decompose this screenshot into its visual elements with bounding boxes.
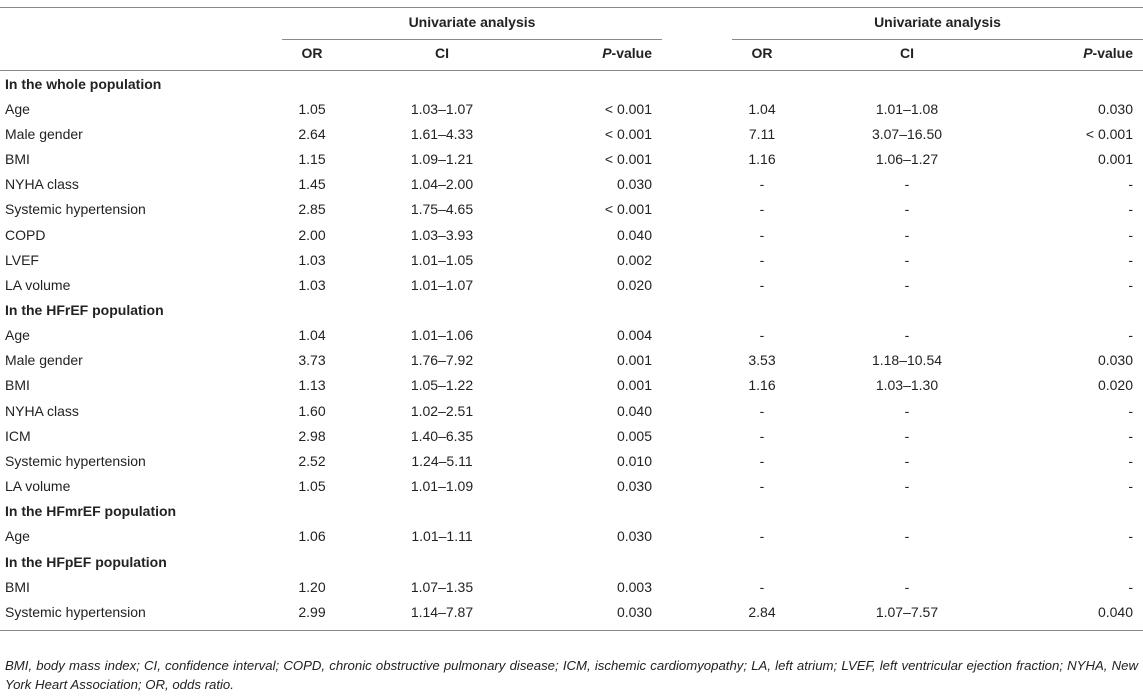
group-header-1: Univariate analysis	[282, 8, 662, 37]
or-value-2: 1.16	[748, 377, 776, 394]
p-value-1: < 0.001	[604, 201, 652, 218]
p-value-1: 0.002	[616, 251, 652, 268]
row-label: LA volume	[5, 276, 71, 293]
p-value-1: 0.040	[616, 402, 652, 419]
or-value-1: 1.05	[298, 478, 326, 495]
or-value-1: 1.15	[298, 150, 326, 167]
row-label: BMI	[5, 578, 30, 595]
table-row	[0, 197, 1143, 222]
ci-value-2: -	[904, 578, 910, 595]
or-value-1: 3.73	[298, 352, 326, 369]
or-value-2: -	[759, 402, 765, 419]
section-title: In the HFrEF population	[5, 302, 164, 318]
p-value-2: 0.020	[1097, 377, 1133, 394]
row-label: BMI	[5, 377, 30, 394]
section-row	[0, 549, 1143, 574]
ci-value-2: -	[904, 276, 910, 293]
or-value-2: 1.16	[748, 150, 776, 167]
p-value-2: -	[1128, 226, 1133, 243]
row-label: Systemic hypertension	[5, 201, 146, 218]
or-value-2: -	[759, 276, 765, 293]
p-value-2: 0.001	[1097, 150, 1133, 167]
gap-cell	[662, 574, 732, 599]
ci-value-1: 1.76–7.92	[410, 352, 474, 369]
or-value-2: -	[759, 478, 765, 495]
ci-value-1: 1.24–5.11	[411, 453, 473, 470]
col-header-or-2: OR	[732, 36, 792, 71]
p-value-2: -	[1128, 251, 1133, 268]
ci-value-1: 1.40–6.35	[410, 427, 474, 444]
p-value-2: 0.040	[1097, 603, 1133, 620]
or-value-1: 2.85	[298, 201, 326, 218]
or-value-2: -	[759, 226, 765, 243]
column-header-row	[0, 36, 1143, 71]
row-label: NYHA class	[5, 402, 79, 419]
or-value-2: 1.04	[748, 100, 776, 117]
ci-value-1: 1.03–3.93	[410, 226, 474, 243]
row-label: LVEF	[5, 251, 39, 268]
table-row	[0, 373, 1143, 398]
or-value-1: 1.06	[298, 528, 326, 545]
or-value-2: -	[759, 528, 765, 545]
table-row	[0, 272, 1143, 297]
ci-value-2: 1.18–10.54	[871, 352, 943, 369]
section-row	[0, 71, 1143, 97]
table-row	[0, 121, 1143, 146]
p-value-1: 0.040	[616, 226, 652, 243]
table-row	[0, 348, 1143, 373]
table-row	[0, 599, 1143, 624]
ci-value-1: 1.04–2.00	[410, 176, 474, 193]
gap-cell	[662, 172, 732, 197]
table-row	[0, 524, 1143, 549]
p-suffix: -value	[1092, 45, 1133, 61]
table-row	[0, 423, 1143, 448]
or-value-2: 7.11	[748, 125, 776, 142]
p-value-2: -	[1128, 427, 1133, 444]
row-label: Male gender	[5, 125, 83, 142]
row-label: LA volume	[5, 478, 71, 495]
ci-value-2: -	[904, 402, 910, 419]
row-label: Age	[5, 528, 30, 545]
p-italic: P	[602, 45, 612, 61]
or-value-1: 2.52	[298, 453, 326, 470]
section-row	[0, 499, 1143, 524]
p-value-2: 0.030	[1097, 100, 1133, 117]
ci-value-1: 1.75–4.65	[410, 201, 474, 218]
or-value-1: 2.98	[298, 427, 326, 444]
p-value-1: 0.020	[616, 276, 652, 293]
row-label: Age	[5, 100, 30, 117]
or-value-2: -	[759, 201, 765, 218]
table-row	[0, 146, 1143, 171]
p-value-2: < 0.001	[1085, 125, 1133, 142]
gap-cell	[662, 448, 732, 473]
col-header-ci-2: CI	[792, 36, 1022, 71]
p-value-1: 0.030	[616, 528, 652, 545]
ci-value-2: 1.03–1.30	[875, 377, 939, 394]
gap-cell	[662, 96, 732, 121]
gap-cell	[662, 121, 732, 146]
table-row	[0, 398, 1143, 423]
or-value-2: -	[759, 327, 765, 344]
or-value-1: 2.64	[298, 125, 326, 142]
gap-cell	[662, 398, 732, 423]
row-label: Systemic hypertension	[5, 453, 146, 470]
p-value-1: 0.005	[616, 427, 652, 444]
ci-value-2: 1.07–7.57	[875, 603, 939, 620]
or-value-1: 1.03	[298, 251, 326, 268]
or-value-1: 2.99	[298, 603, 326, 620]
section-title: In the whole population	[5, 75, 162, 92]
gap-cell	[662, 323, 732, 348]
section-row	[0, 298, 1143, 323]
table-row	[0, 448, 1143, 473]
bottom-rule	[0, 624, 1143, 631]
or-value-1: 1.05	[298, 100, 326, 117]
table-body	[0, 71, 1143, 625]
row-label: Systemic hypertension	[5, 603, 146, 620]
or-value-2: -	[759, 578, 765, 595]
top-rule	[0, 0, 1143, 8]
table-header	[0, 0, 1143, 71]
group-header-row	[0, 8, 1143, 37]
or-value-1: 2.00	[298, 226, 326, 243]
ci-value-1: 1.14–7.87	[410, 603, 474, 620]
or-value-1: 1.45	[298, 176, 326, 193]
section-title: In the HFmrEF population	[5, 503, 177, 520]
ci-value-2: 1.01–1.08	[875, 100, 939, 117]
p-suffix: -value	[611, 45, 652, 61]
gap-cell	[662, 348, 732, 373]
p-value-1: 0.010	[616, 453, 652, 470]
row-label: BMI	[5, 150, 30, 167]
p-value-2: 0.030	[1097, 352, 1133, 369]
ci-value-2: -	[904, 528, 910, 545]
p-value-2: -	[1128, 276, 1133, 293]
p-value-1: < 0.001	[604, 125, 652, 142]
p-value-1: 0.030	[616, 478, 652, 495]
or-value-1: 1.13	[298, 377, 326, 394]
ci-value-1: 1.07–1.35	[410, 578, 474, 595]
gap-cell	[662, 524, 732, 549]
ci-value-1: 1.01–1.06	[410, 327, 474, 344]
col-header-ci-1: CI	[342, 36, 542, 71]
col-header-or-1: OR	[282, 36, 342, 71]
gap-cell	[662, 373, 732, 398]
p-value-1: 0.030	[616, 176, 652, 193]
p-value-1: 0.001	[616, 352, 652, 369]
or-value-2: 2.84	[748, 603, 776, 620]
or-value-2: 3.53	[748, 352, 776, 369]
row-label: Age	[5, 327, 30, 344]
p-value-2: -	[1128, 528, 1133, 545]
or-value-2: -	[759, 453, 765, 470]
table-row	[0, 172, 1143, 197]
p-value-2: -	[1128, 578, 1133, 595]
p-value-2: -	[1128, 402, 1133, 419]
p-value-1: < 0.001	[604, 150, 652, 167]
ci-value-1: 1.01–1.09	[410, 478, 474, 495]
ci-value-2: -	[904, 453, 910, 470]
ci-value-1: 1.01–1.11	[411, 528, 473, 545]
section-title: In the HFpEF population	[5, 553, 167, 570]
ci-value-1: 1.61–4.33	[410, 125, 474, 142]
table-row	[0, 222, 1143, 247]
gap-cell	[662, 423, 732, 448]
ci-value-2: -	[904, 226, 910, 243]
ci-value-1: 1.09–1.21	[410, 150, 474, 167]
ci-value-2: -	[904, 176, 910, 193]
table-row	[0, 474, 1143, 499]
ci-value-2: -	[904, 201, 910, 218]
p-italic: P	[1083, 45, 1093, 61]
p-value-1: < 0.001	[604, 100, 652, 117]
p-value-2: -	[1128, 327, 1133, 344]
ci-value-2: 1.06–1.27	[875, 150, 939, 167]
or-value-1: 1.04	[298, 327, 326, 344]
row-label: NYHA class	[5, 176, 79, 193]
p-value-2: -	[1128, 201, 1133, 218]
row-label: Male gender	[5, 352, 83, 369]
ci-value-2: -	[904, 478, 910, 495]
col-header-p-1	[542, 36, 662, 71]
or-value-1: 1.20	[298, 578, 326, 595]
group-header-2: Univariate analysis	[732, 8, 1143, 37]
ci-value-1: 1.02–2.51	[410, 402, 474, 419]
p-value-1: 0.003	[616, 578, 652, 595]
gap-cell	[662, 197, 732, 222]
table-footnote: BMI, body mass index; CI, confidence interval; COPD, chronic obstructive pulmonary disease; ICM, ischemic cardiomyopathy; LA, left atrium; LVEF, left ventricular ejection fraction; NYHA, New York Heart Association; OR, odds ratio.	[5, 658, 1138, 692]
or-value-2: -	[759, 176, 765, 193]
p-value-1: 0.030	[616, 603, 652, 620]
ci-value-1: 1.01–1.05	[410, 251, 474, 268]
table-row	[0, 574, 1143, 599]
p-value-2: -	[1128, 478, 1133, 495]
or-value-2: -	[759, 251, 765, 268]
ci-value-2: -	[904, 251, 910, 268]
row-label: ICM	[5, 427, 31, 444]
gap-cell	[662, 222, 732, 247]
table-row	[0, 323, 1143, 348]
gap-cell	[662, 247, 732, 272]
gap-cell	[662, 146, 732, 171]
p-value-1: 0.004	[616, 327, 652, 344]
or-value-1: 1.60	[298, 402, 326, 419]
ci-value-1: 1.03–1.07	[410, 100, 474, 117]
gap-cell	[662, 272, 732, 297]
row-label: COPD	[5, 226, 46, 243]
table-row	[0, 247, 1143, 272]
col-header-p-2	[1022, 36, 1143, 71]
gap-cell	[662, 599, 732, 624]
ci-value-2: 3.07–16.50	[871, 125, 943, 142]
p-value-2: -	[1128, 176, 1133, 193]
gap-cell	[662, 474, 732, 499]
ci-value-1: 1.05–1.22	[410, 377, 474, 394]
p-value-1: 0.001	[616, 377, 652, 394]
or-value-2: -	[759, 427, 765, 444]
p-value-2: -	[1128, 453, 1133, 470]
ci-value-2: -	[904, 427, 910, 444]
or-value-1: 1.03	[298, 276, 326, 293]
table-row	[0, 96, 1143, 121]
ci-value-2: -	[904, 327, 910, 344]
ci-value-1: 1.01–1.07	[410, 276, 474, 293]
